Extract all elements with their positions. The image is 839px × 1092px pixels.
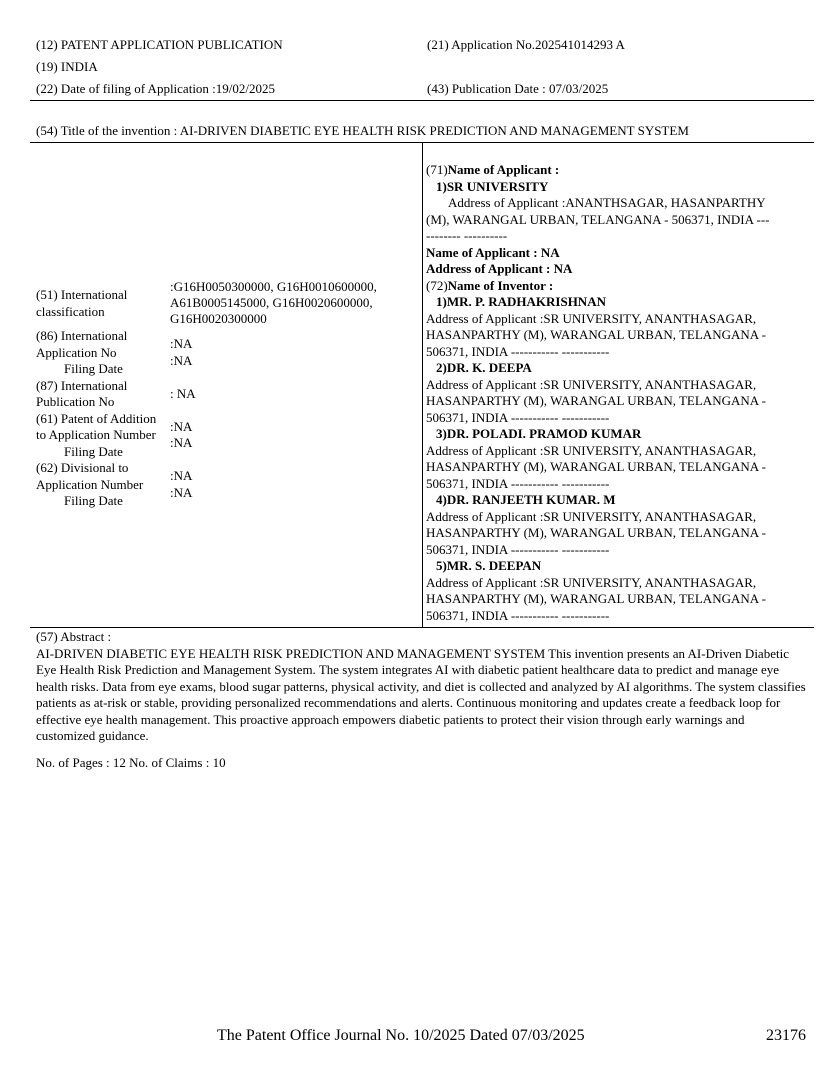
inventor-2-address-3: 506371, INDIA ----------- ----------- xyxy=(426,409,610,425)
column-divider xyxy=(422,142,423,627)
field-61-value-2: :NA xyxy=(170,435,193,450)
invention-title: (54) Title of the invention : AI-DRIVEN DIABETIC EYE HEALTH RISK PREDICTION AND MANAGEMENT SYSTEM xyxy=(36,123,689,138)
field-62-label-2: Application Number xyxy=(36,477,144,492)
field-61-label-3: Filing Date xyxy=(64,444,123,459)
abstract-divider xyxy=(30,627,814,628)
field-61-label-1: (61) Patent of Addition xyxy=(36,411,157,426)
field-86-label-3: Filing Date xyxy=(64,361,123,376)
inventor-4-address-1: Address of Applicant :SR UNIVERSITY, ANANTHASAGAR, xyxy=(426,508,757,524)
inventor-1-name: 1)MR. P. RADHAKRISHNAN xyxy=(436,294,606,309)
publication-date: (43) Publication Date : 07/03/2025 xyxy=(427,81,609,96)
inventor-3-address-3: 506371, INDIA ----------- ----------- xyxy=(426,475,610,491)
applicant-inventor-column xyxy=(426,162,816,624)
applicant-address-1: Address of Applicant :ANANTHSAGAR, HASANPARTHY xyxy=(448,195,766,210)
abstract-section xyxy=(36,629,806,771)
applicant-name-na: Name of Applicant : NA xyxy=(426,244,560,260)
inventor-5-address-1: Address of Applicant :SR UNIVERSITY, ANANTHASAGAR, xyxy=(426,574,757,590)
pages-claims: No. of Pages : 12 No. of Claims : 10 xyxy=(36,754,226,770)
field-86-label-2: Application No xyxy=(36,345,117,360)
field-86-label-1: (86) International xyxy=(36,328,128,343)
inventor-heading-text: Name of Inventor : xyxy=(447,277,554,293)
field-62-value-2: :NA xyxy=(170,485,193,500)
field-61-label-2: to Application Number xyxy=(36,427,156,442)
inventor-5-address-3: 506371, INDIA ----------- ----------- xyxy=(426,607,610,623)
applicant-heading-text: Name of Applicant : xyxy=(447,162,560,177)
inventor-1-address-1: Address of Applicant :SR UNIVERSITY, ANANTHASAGAR, xyxy=(426,310,757,326)
inventor-3-address-2: HASANPARTHY (M), WARANGAL URBAN, TELANGANA - xyxy=(426,459,766,474)
field-51-value-2: A61B0005145000, G16H0020600000, xyxy=(170,295,373,310)
abstract-label: (57) Abstract : xyxy=(36,629,112,644)
inventor-4-name: 4)DR. RANJEETH KUMAR. M xyxy=(436,492,616,507)
field-86-value-2: :NA xyxy=(170,353,193,368)
inventor-4-address-2: HASANPARTHY (M), WARANGAL URBAN, TELANGANA - xyxy=(426,525,766,540)
applicant-address-3: -------- ---------- xyxy=(426,228,508,243)
inventor-4-address-3: 506371, INDIA ----------- ----------- xyxy=(426,541,610,557)
field-61-value-1: :NA xyxy=(170,419,193,434)
application-number: (21) Application No.202541014293 A xyxy=(427,37,625,52)
filing-date: (22) Date of filing of Application :19/02/2025 xyxy=(36,81,276,96)
field-87-label-1: (87) International xyxy=(36,378,128,393)
publication-type: (12) PATENT APPLICATION PUBLICATION xyxy=(36,37,283,52)
field-51-value-1: :G16H0050300000, G16H0010600000, xyxy=(170,279,377,294)
field-62-label-1: (62) Divisional to xyxy=(36,460,129,475)
applicant-address-na: Address of Applicant : NA xyxy=(426,261,573,276)
header-divider xyxy=(30,100,814,101)
inventor-5-name: 5)MR. S. DEEPAN xyxy=(436,558,542,573)
inventor-3-address-1: Address of Applicant :SR UNIVERSITY, ANANTHASAGAR, xyxy=(426,442,757,458)
inventor-3-name: 3)DR. POLADI. PRAMOD KUMAR xyxy=(436,426,642,441)
abstract-text: AI-DRIVEN DIABETIC EYE HEALTH RISK PREDICTION AND MANAGEMENT SYSTEM This invention presents an AI-Driven Diabetic Eye Health Risk Prediction and Management System. The system integrates AI with diabetic patient healthcare data to predict and manage eye health risks. Data from eye exams, blood sugar patterns, physical activity, and diet is collected and analyzed by AI algorithms. The system classifies patients as at-risk or stable, providing personalized recommendations and alerts. Continuous monitoring and updates create a feedback loop for effective eye health management. This proactive approach empowers diabetic patients to protect their vision through early warnings and customized guidance. xyxy=(36,645,806,743)
applicant-address-2: (M), WARANGAL URBAN, TELANGANA - 506371, INDIA --- xyxy=(426,211,770,227)
field-87-value: : NA xyxy=(170,386,196,401)
page-number: 23176 xyxy=(766,1027,806,1044)
inventor-2-address-1: Address of Applicant :SR UNIVERSITY, ANANTHASAGAR, xyxy=(426,376,757,392)
field-62-value-1: :NA xyxy=(170,468,193,483)
inventor-heading-prefix: (72) xyxy=(426,277,448,293)
inventor-2-address-2: HASANPARTHY (M), WARANGAL URBAN, TELANGANA - xyxy=(426,393,766,408)
applicant-heading-prefix: (71) xyxy=(426,162,448,177)
field-51-label: (51) International classification xyxy=(36,287,128,319)
field-87-label-2: Publication No xyxy=(36,394,115,409)
field-86-value-1: :NA xyxy=(170,336,193,351)
applicant-name: 1)SR UNIVERSITY xyxy=(436,178,549,194)
inventor-2-name: 2)DR. K. DEEPA xyxy=(436,360,532,375)
inventor-heading xyxy=(426,278,816,295)
inventor-5-address-2: HASANPARTHY (M), WARANGAL URBAN, TELANGANA - xyxy=(426,591,766,606)
country: (19) INDIA xyxy=(36,59,98,74)
field-51-value-3: G16H0020300000 xyxy=(170,311,267,326)
applicant-heading xyxy=(426,162,816,179)
inventor-1-address-2: HASANPARTHY (M), WARANGAL URBAN, TELANGANA - xyxy=(426,327,766,342)
inventor-1-address-3: 506371, INDIA ----------- ----------- xyxy=(426,343,610,359)
field-62-label-3: Filing Date xyxy=(64,493,123,508)
journal-footer: The Patent Office Journal No. 10/2025 Dated 07/03/2025 xyxy=(217,1027,585,1044)
